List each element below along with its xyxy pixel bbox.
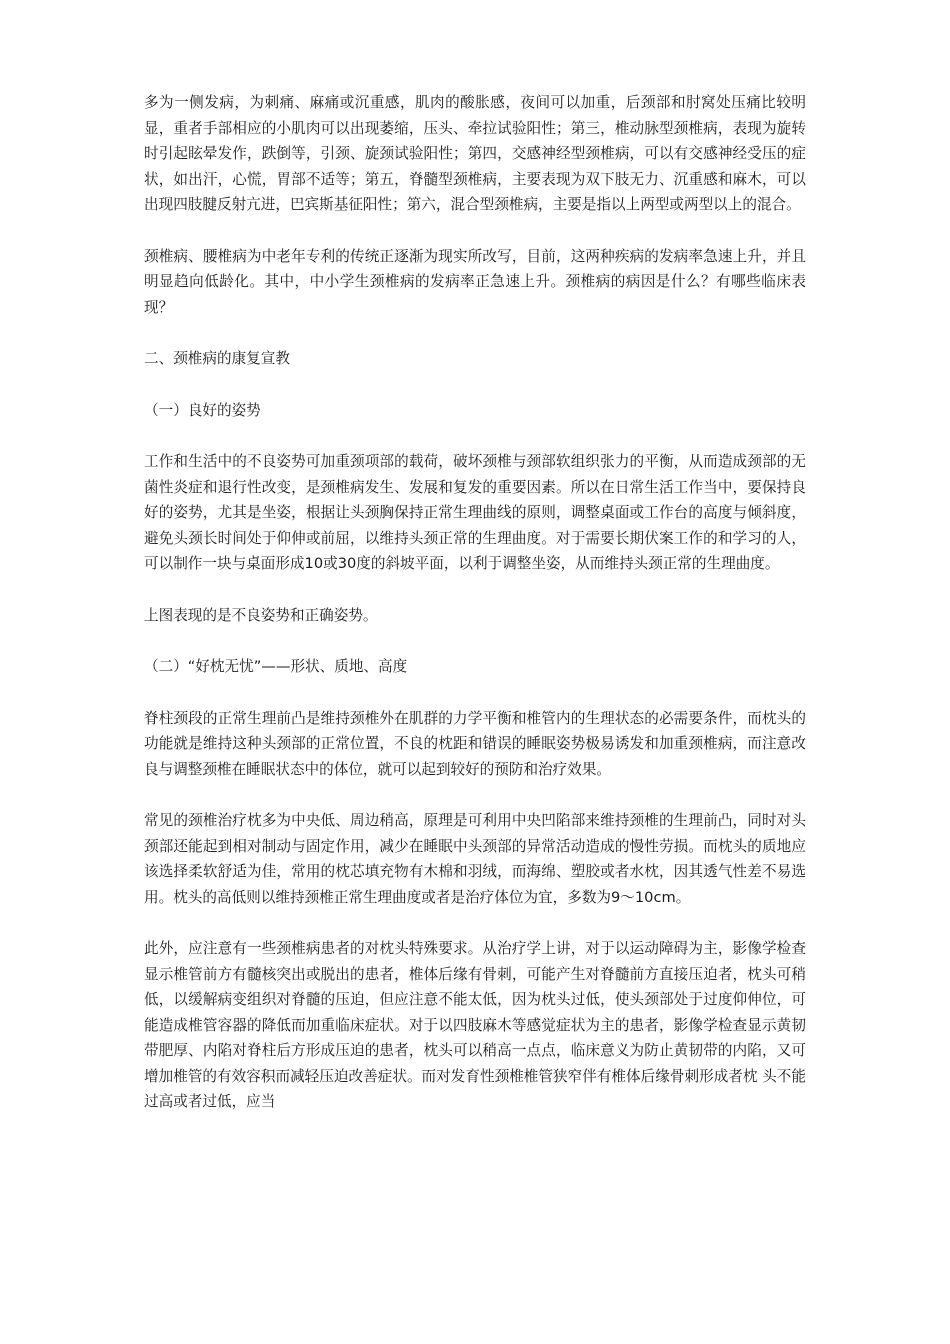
document-page [144, 90, 806, 1141]
paragraph-cervical-types: 多为一侧发病，为刺痛、麻痛或沉重感，肌肉的酸胀感，夜间可以加重，后颈部和肘窝处压痛比较明显，重者手部相应的小肌肉可以出现萎缩，压头、牵拉试验阳性；第三，椎动脉型颈椎病，表现为旋转时引起眩晕发作，跌倒等，引颈、旋颈试验阳性；第四，交感神经型颈椎病，可以有交感神经受压的症状，如出汗，心慌，胃部不适等；第五，脊髓型颈椎病，主要表现为双下肢无力、沉重感和麻木，可以出现四肢腱反射亢进，巴宾斯基征阳性；第六，混合型颈椎病，主要是指以上两型或两型以上的混合。 [144, 94, 806, 213]
paragraph-posture: 工作和生活中的不良姿势可加重颈项部的载荷，破坏颈椎与颈部软组织张力的平衡，从而造成颈部的无菌性炎症和退行性改变，是颈椎病发生、发展和复发的重要因素。所以在日常生活工作当中，要保持良好的姿势，尤其是坐姿，根据让头颈胸保持正常生理曲线的原则，调整桌面或工作台的高度与倾斜度，避免头颈长时间处于仰伸或前屈，以维持头颈正常的生理曲度。对于需要长期伏案工作的和学习的人，可以制作一块与桌面形成10或30度的斜坡平面，以利于调整坐姿，从而维持头颈正常的生理曲度。 [144, 453, 806, 572]
section-heading-rehab: 二、颈椎病的康复宣教 [144, 350, 290, 367]
paragraph-figure-note: 上图表现的是不良姿势和正确姿势。 [144, 606, 378, 624]
subheading-good-posture: （一）良好的姿势 [144, 401, 261, 419]
paragraph-special-requirements: 此外，应注意有一些颈椎病患者的对枕头特殊要求。从治疗学上讲，对于以运动障碍为主，影像学检查显示椎管前方有髓核突出或脱出的患者，椎体后缘有骨刺，可能产生对脊髓前方直接压迫者，枕头可稍低，以缓解病变组织对脊髓的压迫，但应注意不能太低，因为枕头过低，使头颈部处于过度仰伸位，可能造成椎管容器的降低而加重临床症状。对于以四肢麻木等感觉症状为主的患者，影像学检查显示黄韧带肥厚、内陷对脊柱后方形成压迫的患者，枕头可以稍高一点点，临床意义为防止黄韧带的内陷，又可增加椎管的有效容积而减轻压迫改善症状。而对发育性颈椎椎管狭窄伴有椎体后缘骨刺形成者枕 头不能过高或者过低，应当 [144, 940, 806, 1110]
paragraph-pillow-types: 常见的颈椎治疗枕多为中央低、周边稍高，原理是可利用中央凹陷部来维持颈椎的生理前凸，同时对头颈部还能起到相对制动与固定作用，减少在睡眠中头颈部的异常活动造成的慢性劳损。而枕头的质地应该选择柔软舒适为佳，常用的枕芯填充物有木棉和羽绒，而海绵、塑胶或者水枕，因其透气性差不易选用。枕头的高低则以维持颈椎正常生理曲度或者是治疗体位为宜，多数为9～10cm。 [144, 812, 806, 906]
subheading-pillow: （二）“好枕无忧”——形状、质地、高度 [144, 658, 408, 675]
paragraph-incidence: 颈椎病、腰椎病为中老年专利的传统正逐渐为现实所改写，目前，这两种疾病的发病率急速上升，并且明显趋向低龄化。其中，中小学生颈椎病的发病率正急速上升。颈椎病的病因是什么？有哪些临床表现？ [144, 247, 806, 316]
paragraph-pillow-function: 脊柱颈段的正常生理前凸是维持颈椎外在肌群的力学平衡和椎管内的生理状态的必需要条件，而枕头的功能就是维持这种头颈部的正常位置，不良的枕距和错误的睡眠姿势极易诱发和加重颈椎病，而注意改良与调整颈椎在睡眠状态中的体位，就可以起到较好的预防和治疗效果。 [144, 709, 806, 778]
